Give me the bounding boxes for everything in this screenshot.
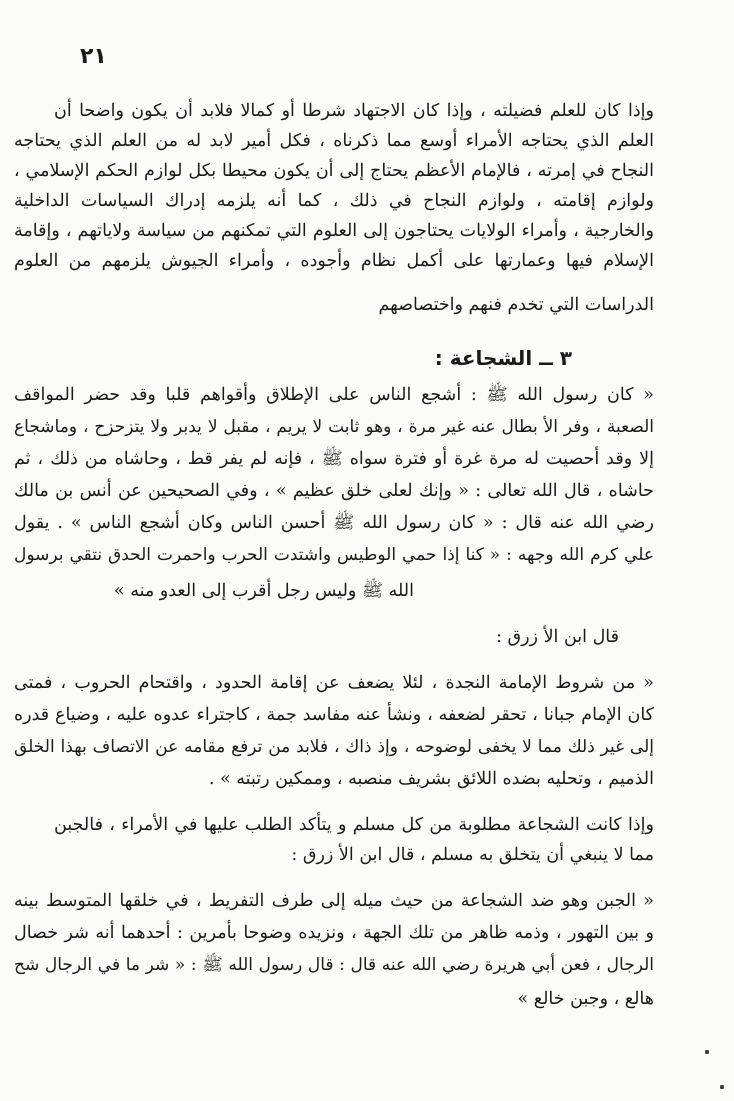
text-line: الرجال ، فعن أبي هريرة رضي الله عنه قال : قال رسول الله ﷺ : « شر ما في الرجال شح: [14, 955, 654, 975]
text-line: الله ﷺ وليس رجل أقرب إلى العدو منه »: [113, 581, 414, 601]
text-line: العلم الذي يحتاجه الأمراء أوسع مما ذكرناه ، فكل أمير لابد له من العلم الذي يحتاجه: [14, 131, 654, 151]
text-line: الإسلام فيها وعمارتها على أكمل نظام وأجوده ، وأمراء الجيوش يلزمهم من العلوم: [14, 251, 654, 271]
text-line: « كان رسول الله ﷺ : أشجع الناس على الإطلاق وأقواهم قلبا وقد حضر المواقف: [14, 385, 654, 405]
margin-mark: [705, 1050, 709, 1054]
text-line: علي كرم الله وجهه : « كنا إذا حمي الوطيس واشتدت الحرب واحمرت الحدق نتقي برسول: [14, 545, 654, 565]
text-line: إلا وقد أحصيت له مرة غرة أو فترة سواه ﷺ ، فإنه لم يفر قط ، وحاشاه من ذلك ، ثم: [14, 449, 654, 469]
text-line: رضي الله عنه قال : « كان رسول الله ﷺ أحسن الناس وكان أشجع الناس » . يقول: [14, 513, 654, 533]
text-line: و بين التهور ، وذمه ظاهر من تلك الجهة ، ونزيده وضوحا بأمرين : أحدهما أنه شر خصال: [14, 923, 654, 943]
text-line: « من شروط الإمامة النجدة ، لئلا يضعف عن إقامة الحدود ، واقتحام الحروب ، فمتى: [14, 673, 654, 693]
text-line: الدراسات التي تخدم فنهم واختصاصهم: [378, 295, 654, 315]
section-heading: ٣ ــ الشجاعة :: [434, 346, 572, 370]
text-line: حاشاه ، قال الله تعالى : « وإنك لعلى خلق عظيم » ، وفي الصحيحين عن أنس بن مالك: [14, 481, 654, 501]
text-line: الذميم ، وتحليه بضده اللائق بشريف منصبه ، وممكين رتبته » .: [208, 769, 654, 789]
page-number: ٢١: [80, 44, 107, 69]
attribution-line: قال ابن الأ زرق :: [496, 627, 619, 647]
text-line: وإذا كانت الشجاعة مطلوبة من كل مسلم و يتأكد الطلب عليها في الأمراء ، فالجبن: [54, 815, 654, 835]
text-line: وإذا كان للعلم فضيلته ، وإذا كان الاجتهاد شرطا أو كمالا فلابد أن يكون واضحا أن: [54, 101, 654, 121]
text-line: والخارجية ، وأمراء الولايات يحتاجون إلى العلوم التي تمكنهم من سياسة ولاياتهم ، وإقامة: [14, 221, 654, 241]
text-line: ولوازم إقامته ، ولوازم النجاح في ذلك ، كما أنه يلزمه إدراك السياسات الداخلية: [14, 191, 654, 211]
text-line: هالع ، وجبن خالع »: [517, 989, 654, 1009]
text-line: كان الإمام جبانا ، تحقر لضعفه ، ونشأ عنه مفاسد جمة ، كاجتراء عدوه عليه ، وضياع قدره: [14, 705, 654, 725]
text-line: الصعبة ، وفر الأ بطال عنه غير مرة ، وهو ثابت لا يريم ، مقبل لا يدبر ولا يتزحزح ، وماشجاع: [14, 417, 654, 437]
text-line: النجاح في إمرته ، فالإمام الأعظم يحتاج إلى أن يكون محيطا بكل لوازم الحكم الإسلامي ،: [14, 161, 654, 181]
text-line: « الجبن وهو ضد الشجاعة من حيث ميله إلى طرف التفريط ، في خلقها المتوسط بينه: [14, 891, 654, 911]
text-line: مما لا ينبغي أن يتخلق به مسلم ، قال ابن الأ زرق :: [291, 845, 654, 865]
margin-mark: [720, 1085, 724, 1089]
text-line: إلى غير ذلك مما لا يخفى لوضوحه ، وإذ ذاك ، فلابد من ترفع مقامه عن الاتصاف بهذا الخلق: [14, 737, 654, 757]
